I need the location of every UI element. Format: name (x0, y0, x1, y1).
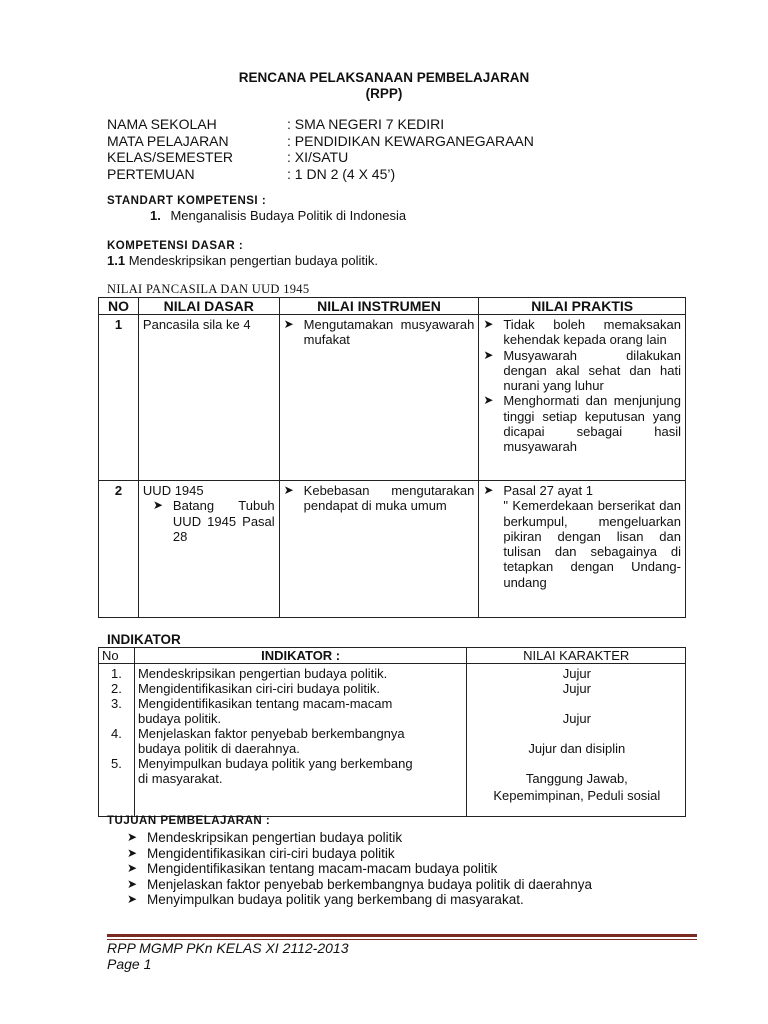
header-nilai-praktis: NILAI PRAKTIS (479, 298, 686, 315)
indikator-number: 3. (111, 696, 122, 711)
karakter-value: Tanggung Jawab, (525, 771, 628, 786)
header-indikator: INDIKATOR : (134, 648, 466, 664)
arrow-bullet-icon: ➤ (127, 876, 138, 891)
nilai-table (98, 297, 686, 618)
table-row (99, 481, 686, 618)
page-number: Page 1 (107, 956, 152, 972)
list-item: ➤ Mendeskripsikan pengertian budaya politik (127, 830, 403, 845)
arrow-bullet-icon: ➤ (483, 317, 494, 331)
nilai-instrumen-cell (279, 481, 479, 618)
school-info (107, 116, 534, 182)
info-value: : SMA NEGERI 7 KEDIRI (287, 116, 445, 132)
kompetensi-heading: KOMPETENSI DASAR : (107, 240, 244, 252)
info-value: : XI/SATU (287, 149, 349, 165)
indikator-line: Mengidentifikasikan tentang macam-macam (137, 696, 393, 711)
standart-heading: STANDART KOMPETENSI : (107, 195, 267, 207)
info-row (107, 166, 534, 183)
kompetensi-text: Mendeskripsikan pengertian budaya politik. (125, 253, 379, 268)
nilai-instrumen-cell (279, 315, 479, 481)
list-item: ➤ Menjelaskan faktor penyebab berkembangnya budaya politik di daerahnya (127, 876, 593, 892)
document-subtitle: (RPP) (365, 86, 403, 101)
arrow-bullet-icon: ➤ (127, 892, 138, 906)
indikator-text-cell (134, 664, 466, 817)
tujuan-list (127, 830, 592, 908)
header-no: NO (99, 298, 139, 315)
info-label: PERTEMUAN (107, 165, 195, 182)
indikator-number: 4. (111, 726, 122, 741)
list-item: ➤ Mengidentifikasikan tentang macam-macam budaya politik (127, 861, 498, 876)
indikator-line: Menjelaskan faktor penyebab berkembangnya (137, 726, 405, 741)
row-number: 2 (99, 481, 139, 618)
indikator-number: 5. (111, 756, 122, 771)
list-item: ➤ Musyawarah dilakukan dengan akal sehat dan hati nurani yang luhur (483, 347, 681, 394)
standart-text: Menganalisis Budaya Politik di Indonesia (170, 208, 407, 223)
indikator-line: Mengidentifikasikan ciri-ciri budaya politik. (137, 681, 381, 696)
indikator-line: Mendeskripsikan pengertian budaya politik. (137, 666, 388, 681)
row-number: 1 (99, 315, 139, 481)
list-item: ➤ Pasal 27 ayat 1 (483, 483, 593, 498)
karakter-value: Jujur dan disiplin (528, 741, 626, 756)
list-item: ➤ Mengutamakan musyawarah mufakat (283, 317, 475, 348)
info-value: : 1 DN 2 (4 X 45’) (287, 165, 396, 182)
info-value: : PENDIDIKAN KEWARGANEGARAAN (287, 132, 534, 149)
indikator-table (98, 647, 686, 817)
indikator-heading: INDIKATOR (107, 632, 181, 647)
arrow-bullet-icon: ➤ (483, 483, 494, 497)
table-row (99, 315, 686, 481)
kompetensi-item (107, 253, 378, 268)
info-row (107, 133, 534, 150)
list-item: ➤ Mengidentifikasikan ciri-ciri budaya politik (127, 845, 395, 861)
indikator-line: di masyarakat. (137, 771, 223, 786)
tujuan-heading: TUJUAN PEMBELAJARAN : (107, 815, 271, 827)
header-no: No (99, 648, 135, 664)
standart-number: 1. (150, 208, 161, 223)
indikator-line: budaya politik. (137, 711, 222, 726)
standart-item (150, 208, 406, 223)
footer-text: RPP MGMP PKn KELAS XI 2112-2013 (107, 940, 349, 956)
nilai-karakter-cell (467, 664, 686, 817)
info-row (107, 149, 534, 166)
indikator-numbers-cell (99, 664, 135, 817)
arrow-bullet-icon: ➤ (483, 347, 494, 362)
list-item: ➤ Kebebasan mengutarakan pendapat di muka umum (283, 483, 475, 514)
nilai-dasar-cell (138, 481, 279, 618)
nilai-dasar-title: UUD 1945 (142, 483, 204, 498)
kompetensi-number: 1.1 (107, 253, 126, 268)
list-item: ➤ Batang Tubuh UUD 1945 Pasal 28 (152, 498, 275, 544)
arrow-bullet-icon: ➤ (283, 317, 294, 331)
header-nilai-karakter: NILAI KARAKTER (467, 648, 686, 664)
arrow-bullet-icon: ➤ (127, 830, 138, 844)
table-header-row (99, 648, 686, 664)
arrow-bullet-icon: ➤ (127, 845, 138, 860)
header-nilai-dasar: NILAI DASAR (138, 298, 279, 315)
arrow-bullet-icon: ➤ (152, 498, 163, 513)
list-item: ➤ Tidak boleh memaksakan kehendak kepada orang lain (483, 317, 681, 348)
info-row (107, 116, 534, 133)
list-item: ➤ Menyimpulkan budaya politik yang berkembang di masyarakat. (127, 892, 524, 907)
nilai-praktis-cell (479, 481, 686, 618)
pasal-text: " Kemerdekaan berserikat dan berkumpul, mengeluarkan pikiran dengan lisan dan tulisan dan sebagainya di tetapkan dengan Undang-undang (503, 498, 681, 590)
karakter-value: Jujur (562, 681, 591, 696)
indikator-number: 2. (111, 681, 122, 696)
info-label: KELAS/SEMESTER (107, 149, 234, 165)
indikator-number: 1. (111, 666, 122, 681)
indikator-line: Menyimpulkan budaya politik yang berkembang (137, 756, 413, 771)
nilai-dasar-cell: Pancasila sila ke 4 (138, 315, 279, 481)
header-nilai-instrumen: NILAI INSTRUMEN (279, 298, 479, 315)
karakter-value: Jujur (562, 666, 591, 681)
table-header-row (99, 298, 686, 315)
nilai-praktis-cell (479, 315, 686, 481)
indikator-line: budaya politik di daerahnya. (137, 741, 300, 756)
document-title: RENCANA PELAKSANAAN PEMBELAJARAN (238, 70, 530, 85)
list-item: ➤ Menghormati dan menjunjung tinggi setiap keputusan yang dicapai sebagai hasil musyawarah (483, 393, 681, 455)
nilai-table-caption: NILAI PANCASILA DAN UUD 1945 (107, 282, 310, 296)
footer-divider (107, 934, 697, 937)
info-label: MATA PELAJARAN (107, 132, 229, 149)
arrow-bullet-icon: ➤ (483, 393, 494, 408)
arrow-bullet-icon: ➤ (283, 483, 294, 497)
karakter-value: Kepemimpinan, Peduli sosial (493, 788, 661, 803)
karakter-value: Jujur (562, 711, 591, 726)
info-label: NAMA SEKOLAH (107, 116, 217, 132)
arrow-bullet-icon: ➤ (127, 861, 138, 875)
table-row (99, 664, 686, 817)
